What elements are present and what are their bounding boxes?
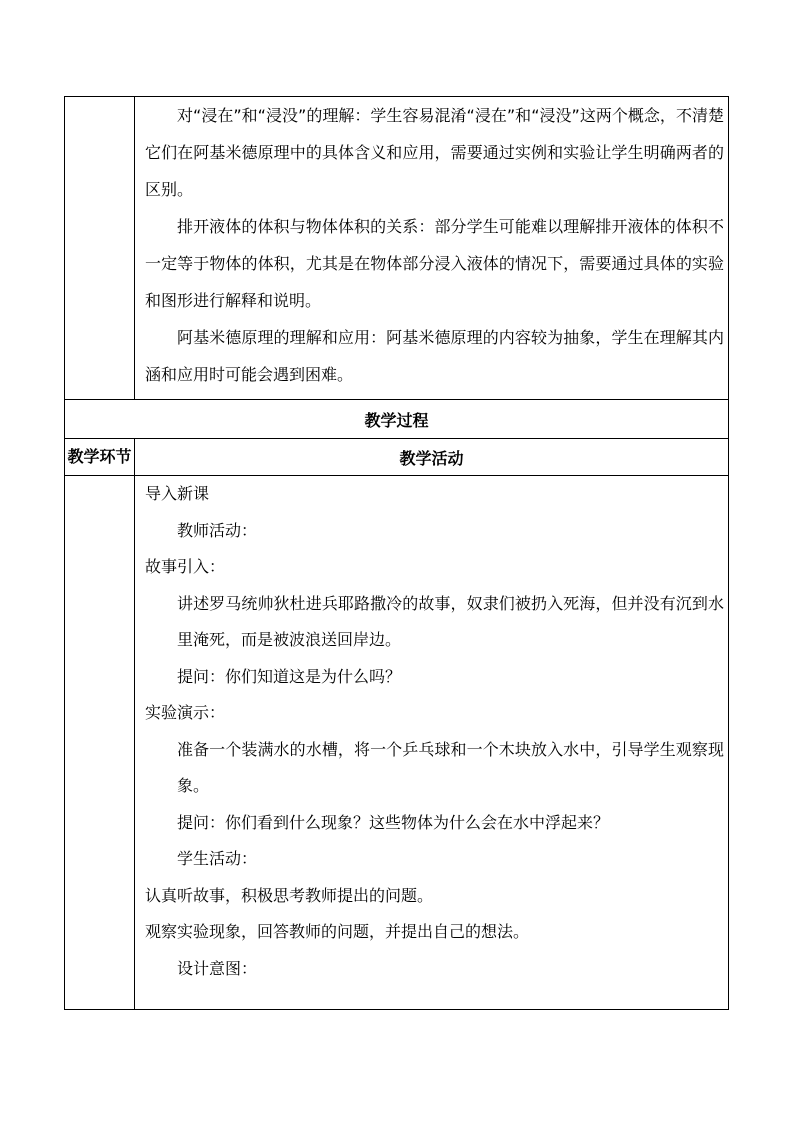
student-item-1: 认真听故事，积极思考教师提出的问题。 <box>145 885 434 905</box>
story-question: 提问：你们知道这是为什么吗？ <box>177 666 402 686</box>
experiment-question: 提问：你们看到什么现象？这些物体为什么会在水中浮起来？ <box>177 812 610 832</box>
process-header-row <box>65 439 729 476</box>
intro-heading: 导入新课 <box>145 484 210 503</box>
story-text: 讲述罗马统帅狄杜进兵耶路撒冷的故事，奴隶们被扔入死海，但并没有沉到水里淹死，而是被波浪送回岸边。 <box>177 593 724 649</box>
student-item-2: 观察实验现象，回答教师的问题，并提出自己的想法。 <box>145 922 530 941</box>
difficulty-paragraph-1: 对“浸在”和“浸没”的理解：学生容易混淆“浸在”和“浸没”这两个概念，不清楚它们在阿基米德原理中的具体含义和应用，需要通过实例和实验让学生明确两者的区别。 <box>145 106 724 199</box>
teacher-activity-label: 教师活动： <box>177 520 258 540</box>
experiment-text: 准备一个装满水的水槽，将一个乒乓球和一个木块放入水中，引导学生观察现象。 <box>177 739 724 795</box>
process-title-row <box>65 400 729 439</box>
design-intent-label: 设计意图： <box>177 958 258 978</box>
difficulty-paragraph-2: 排开液体的体积与物体体积的关系：部分学生可能难以理解排开液体的体积不一定等于物体的体积，尤其是在物体部分浸入液体的情况下，需要通过具体的实验和图形进行解释和说明。 <box>145 217 724 310</box>
activity-content-cell <box>135 476 729 1010</box>
difficulties-label-cell <box>65 97 135 400</box>
lesson-plan-table <box>64 96 729 1010</box>
process-title: 教学过程 <box>65 400 729 439</box>
story-heading: 故事引入： <box>145 557 226 576</box>
difficulties-row <box>65 97 729 400</box>
activity-header: 教学活动 <box>135 439 729 476</box>
stage-header: 教学环节 <box>65 439 135 476</box>
process-content-row <box>65 476 729 1010</box>
student-activity-label: 学生活动： <box>177 849 258 868</box>
difficulty-paragraph-3: 阿基米德原理的理解和应用：阿基米德原理的内容较为抽象，学生在理解其内涵和应用时可能会遇到困难。 <box>145 328 724 384</box>
difficulties-content-cell <box>135 97 729 400</box>
experiment-heading: 实验演示： <box>145 703 226 722</box>
stage-cell <box>65 476 135 1010</box>
